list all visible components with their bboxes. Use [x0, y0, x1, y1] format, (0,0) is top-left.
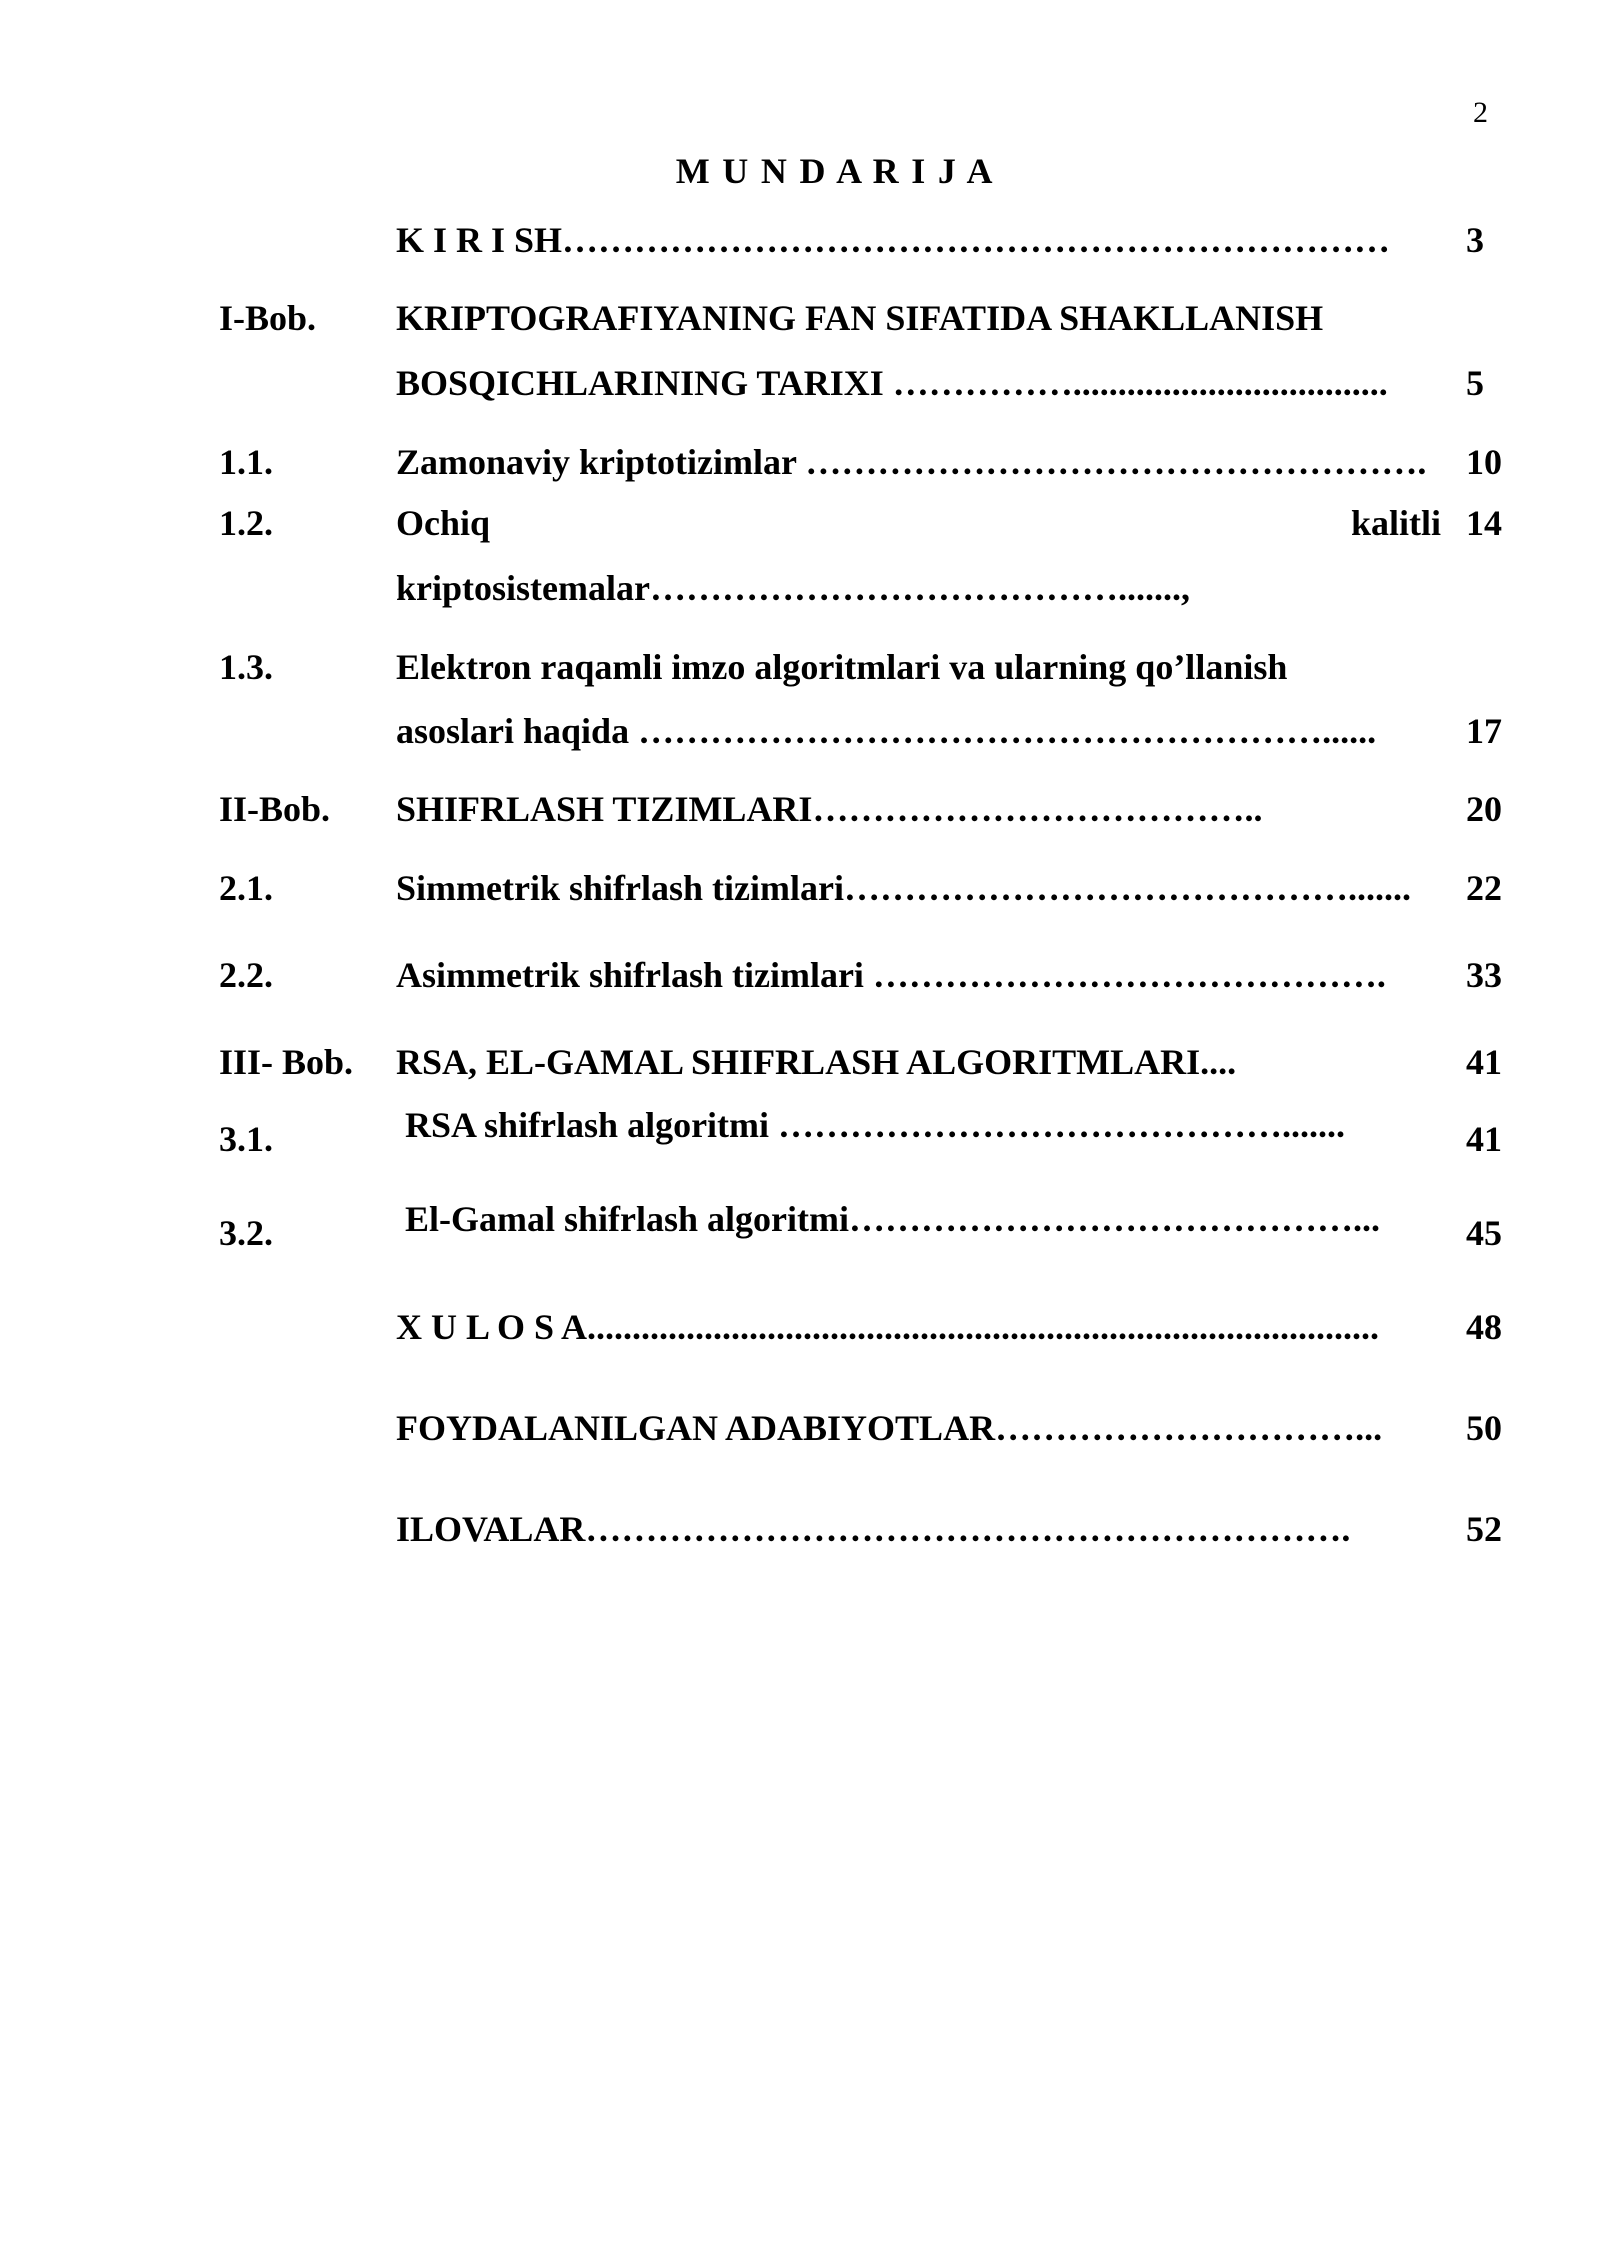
- toc-entry-text: Asimmetrik shifrlash tizimlari …………………………………….: [396, 955, 1386, 995]
- toc-entry-number: I-Bob.: [219, 298, 317, 338]
- toc-entry-text: X U L O S A........................................................................................: [396, 1307, 1380, 1347]
- toc-page-number: 41: [1466, 1119, 1502, 1159]
- toc-entry-number: 1.1.: [219, 442, 273, 482]
- toc-entry-text: asoslari haqida …………………………………………………......: [396, 711, 1377, 751]
- toc-entry-number: 1.3.: [219, 647, 273, 687]
- toc-entry-number: 2.1.: [219, 868, 273, 908]
- toc-page-number: 20: [1466, 789, 1502, 829]
- toc-page-number: 45: [1466, 1213, 1502, 1253]
- toc-entry-text: Zamonaviy kriptotizimlar …………………………………………….: [396, 442, 1427, 482]
- page-title: M U N D A R I J A: [675, 151, 995, 191]
- toc-entry-word: Ochiq: [396, 503, 491, 543]
- toc-entry-text: kriptosistemalar………………………………….......,: [396, 568, 1190, 608]
- toc-entry-number: 2.2.: [219, 955, 273, 995]
- toc-page-number: 5: [1466, 363, 1484, 403]
- toc-entry-number: II-Bob.: [219, 789, 331, 829]
- toc-page-number: 14: [1466, 503, 1502, 543]
- toc-page-number: 3: [1466, 220, 1484, 260]
- toc-entry-text: SHIFRLASH TIZIMLARI………………………………..: [396, 789, 1263, 829]
- toc-entry-number: 3.2.: [219, 1213, 273, 1253]
- toc-entry-number: III- Bob.: [219, 1042, 354, 1082]
- toc-entry-text: RSA, EL-GAMAL SHIFRLASH ALGORITMLARI....: [396, 1042, 1237, 1082]
- toc-entry-text: K I R I SH……………………………………………………………: [396, 220, 1391, 260]
- toc-entry-text: RSA shifrlash algoritmi …………………………………….......: [405, 1105, 1346, 1145]
- toc-entry-text: ILOVALAR……………………………………………………….: [396, 1509, 1351, 1549]
- toc-entry-text: El-Gamal shifrlash algoritmi……………………………………...: [405, 1199, 1380, 1239]
- toc-entry-text: BOSQICHLARINING TARIXI ……………...................................: [396, 363, 1388, 403]
- toc-entry-text: FOYDALANILGAN ADABIYOTLAR…………………………...: [396, 1408, 1383, 1448]
- toc-page-number: 22: [1466, 868, 1502, 908]
- toc-page-number: 33: [1466, 955, 1502, 995]
- toc-page-number: 41: [1466, 1042, 1502, 1082]
- toc-entry-number: 1.2.: [219, 503, 273, 543]
- toc-entry-text-split: [396, 491, 1441, 555]
- toc-entry-text: KRIPTOGRAFIYANING FAN SIFATIDA SHAKLLANISH: [396, 298, 1324, 338]
- toc-page-number: 52: [1466, 1509, 1502, 1549]
- toc-page-number: 48: [1466, 1307, 1502, 1347]
- toc-entry-number: 3.1.: [219, 1119, 273, 1159]
- page-number: 2: [1473, 96, 1488, 129]
- toc-entry-word: kalitli: [1350, 503, 1441, 543]
- toc-page-number: 17: [1466, 711, 1502, 751]
- toc-entry-text: Elektron raqamli imzo algoritmlari va ularning qo’llanish: [396, 647, 1288, 687]
- toc-page-number: 50: [1466, 1408, 1502, 1448]
- toc-page-number: 10: [1466, 442, 1502, 482]
- toc-entry-text: Simmetrik shifrlash tizimlari…………………………………….......: [396, 868, 1411, 908]
